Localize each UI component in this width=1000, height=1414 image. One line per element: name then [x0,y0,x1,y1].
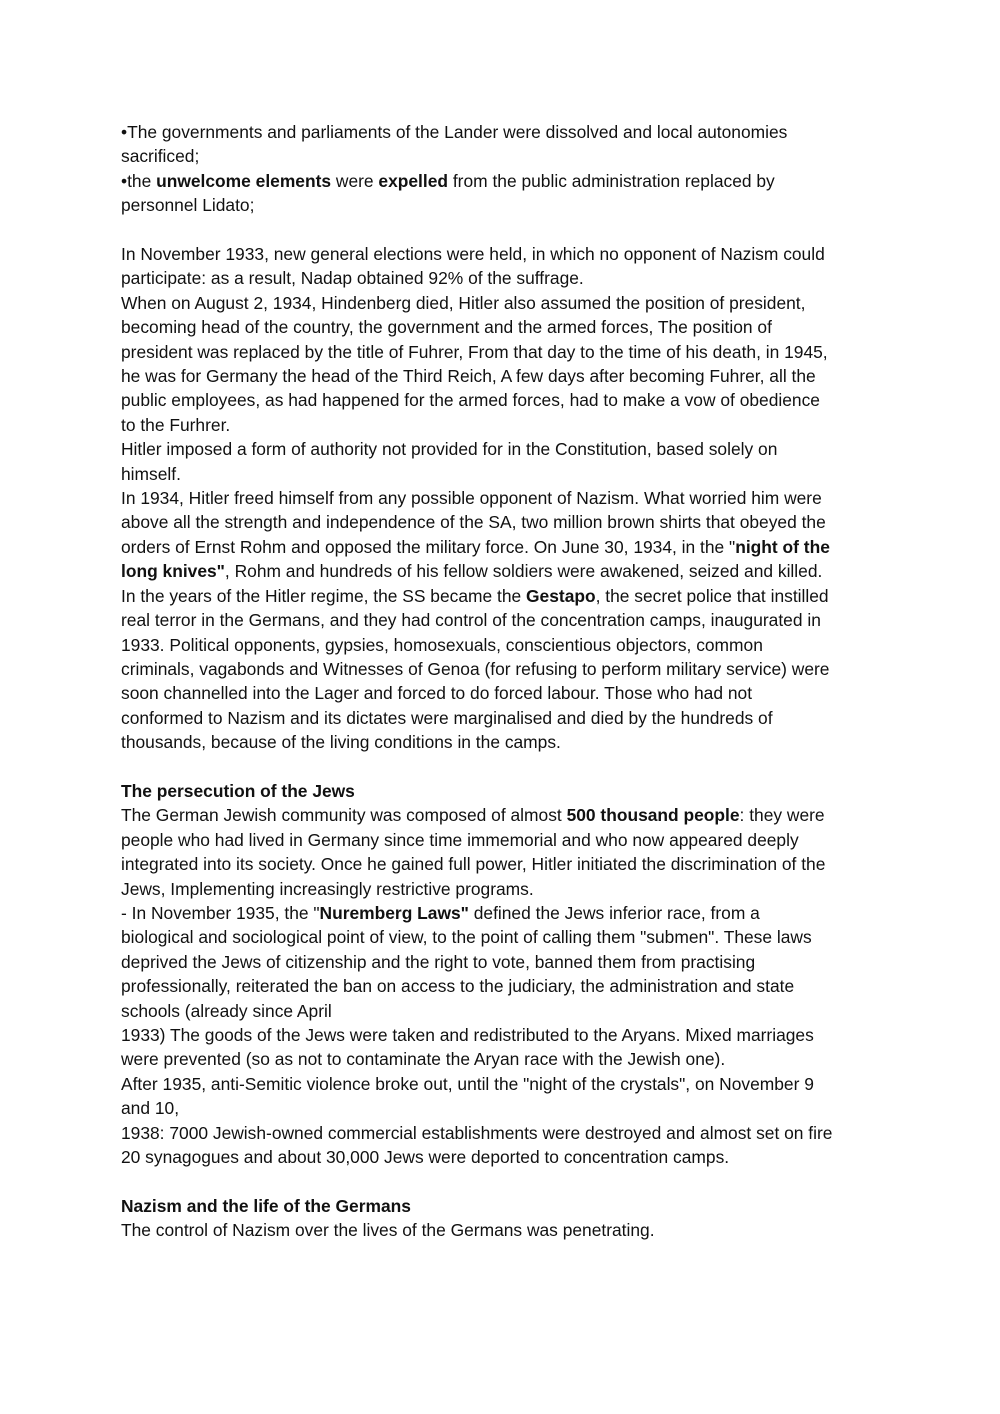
text-line [121,584,881,608]
text-line [121,1145,881,1169]
text-run: to the Furhrer. [121,414,231,435]
text-run: When on August 2, 1934, Hindenberg died, Hitler also assumed the position of president, [121,292,806,313]
document-page [121,120,881,1243]
text-run: were prevented (so as not to contaminate the Aryan race with the Jewish one). [121,1049,726,1070]
text-run: 1938: 7000 Jewish-owned commercial establishments were destroyed and almost set on fire [121,1122,833,1143]
text-run: : they were [739,805,825,826]
text-run: 1933) The goods of the Jews were taken and redistributed to the Aryans. Mixed marriages [121,1025,814,1045]
text-run: from the public administration replaced by [448,170,775,191]
text-line [121,315,881,339]
text-line [121,242,881,266]
text-line [121,388,881,412]
text-line [121,999,881,1023]
text-run: and 10, [121,1098,180,1119]
bold-text-run: The persecution of the Jews [121,780,355,801]
text-line [121,340,881,364]
text-run: personnel Lidato; [121,195,255,216]
text-run: above all the strength and independence of the SA, two million brown shirts that obeyed the [121,512,826,533]
text-line [121,413,881,437]
text-run: In the years of the Hitler regime, the SS became the [121,585,527,606]
text-line [121,974,881,998]
text-run: people who had lived in Germany since time immemorial and who now appeared deeply [121,829,799,850]
text-line [121,681,881,705]
text-run: Jews, Implementing increasingly restrictive programs. [121,878,534,899]
text-line [121,828,881,852]
text-line [121,193,881,217]
text-line [121,144,881,168]
text-run: •The governments and parliaments of the Lander were dissolved and local autonomies [121,122,788,142]
text-line [121,779,881,803]
text-line [121,291,881,315]
text-run: defined the Jews inferior race, from a [468,902,760,923]
text-run: criminals, vagabonds and Witnesses of Genoa (for refusing to perform military service) were [121,658,830,679]
bold-text-run: long knives" [121,561,225,582]
text-line [121,559,881,583]
text-line [121,510,881,534]
text-run: In November 1933, new general elections were held, in which no opponent of Nazism could [121,244,825,265]
text-run: , Rohm and hundreds of his fellow soldiers were awakened, seized and killed. [224,561,823,582]
text-run: conformed to Nazism and its dictates were marginalised and died by the hundreds of [121,707,773,728]
text-line [121,437,881,461]
text-line [121,608,881,632]
text-line [121,462,881,486]
text-line [121,535,881,559]
bold-text-run: unwelcome elements [156,170,332,191]
bold-text-run: Nuremberg Laws" [319,902,469,923]
text-line [121,950,881,974]
text-line [121,852,881,876]
text-run: The control of Nazism over the lives of the Germans was penetrating. [121,1220,655,1241]
text-line [121,364,881,388]
text-run: •the [121,170,157,191]
text-run: After 1935, anti-Semitic violence broke out, until the "night of the crystals", on November 9 [121,1073,814,1094]
text-run: In 1934, Hitler freed himself from any possible opponent of Nazism. What worried him were [121,488,822,509]
text-run: real terror in the Germans, and they had control of the concentration camps, inaugurated in [121,610,821,631]
text-line [121,657,881,681]
text-run: The German Jewish community was composed of almost [121,805,567,826]
text-run: sacrificed; [121,146,200,167]
text-run: were [331,170,379,191]
text-run: Hitler imposed a form of authority not provided for in the Constitution, based solely on [121,439,778,460]
text-run: president was replaced by the title of Fuhrer, From that day to the time of his death, in 1945, [121,341,828,362]
text-line [121,1218,881,1242]
text-run: he was for Germany the head of the Third Reich, A few days after becoming Fuhrer, all the [121,366,816,387]
bold-text-run: Gestapo [526,585,596,606]
blank-line [121,218,881,242]
text-line [121,1194,881,1218]
text-run: biological and sociological point of view, to the point of calling them "submen". These laws [121,927,812,948]
text-line [121,706,881,730]
text-run: - In November 1935, the " [121,902,320,923]
text-run: professionally, reiterated the ban on access to the judiciary, the administration and state [121,976,795,997]
text-run: , the secret police that instilled [595,585,829,606]
text-line [121,169,881,193]
text-line [121,803,881,827]
bold-text-run: expelled [378,170,449,191]
blank-line [121,755,881,779]
text-line [121,925,881,949]
text-run: thousands, because of the living conditions in the camps. [121,732,561,753]
text-line [121,1096,881,1120]
text-line [121,1072,881,1096]
text-line [121,633,881,657]
text-run: himself. [121,463,181,484]
text-line [121,266,881,290]
text-run: public employees, as had happened for the armed forces, had to make a vow of obedience [121,390,820,411]
bold-text-run: 500 thousand people [566,805,740,826]
text-run: participate: as a result, Nadap obtained 92% of the suffrage. [121,268,584,289]
text-run: becoming head of the country, the government and the armed forces, The position of [121,317,772,338]
text-line [121,730,881,754]
text-line [121,1121,881,1145]
text-line [121,120,881,144]
text-run: schools (already since April [121,1000,332,1021]
text-run: integrated into its society. Once he gained full power, Hitler initiated the discrimination of the [121,854,826,875]
text-line [121,901,881,925]
text-run: 1933. Political opponents, gypsies, homosexuals, conscientious objectors, common [121,634,763,655]
text-line [121,1047,881,1071]
text-line [121,1023,881,1047]
text-run: 20 synagogues and about 30,000 Jews were deported to concentration camps. [121,1147,730,1168]
text-line [121,486,881,510]
text-run: deprived the Jews of citizenship and the right to vote, banned them from practising [121,951,756,972]
bold-text-run: night of the [735,536,830,557]
text-run: soon channelled into the Lager and forced to do forced labour. Those who had not [121,683,753,704]
text-line [121,877,881,901]
blank-line [121,1169,881,1193]
text-run: orders of Ernst Rohm and opposed the military force. On June 30, 1934, in the " [121,536,736,557]
bold-text-run: Nazism and the life of the Germans [121,1195,411,1216]
